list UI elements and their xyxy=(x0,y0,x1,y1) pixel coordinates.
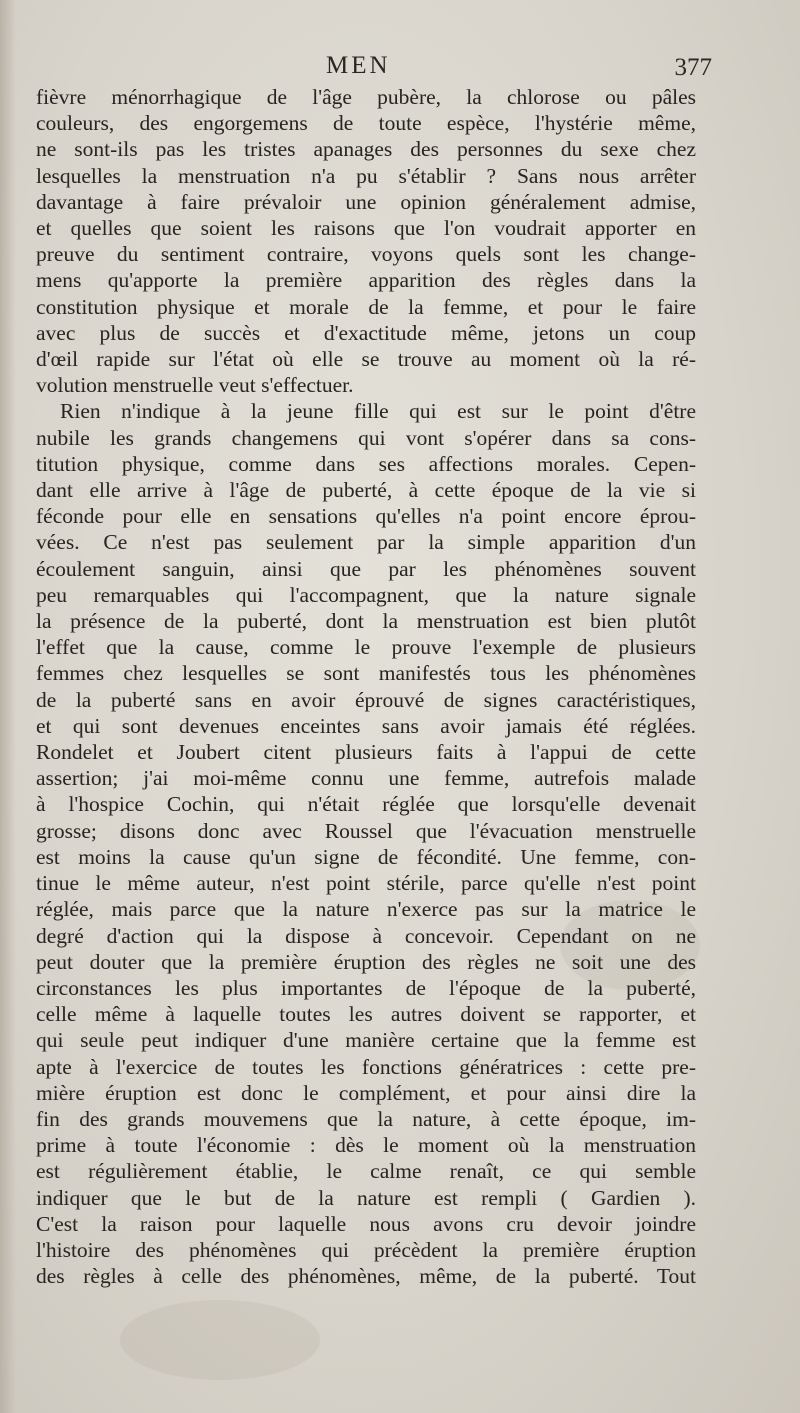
text-line: des règles à celle des phénomènes, même, de la puberté. Tout xyxy=(36,1264,696,1289)
text-line: ne sont-ils pas les tristes apanages des personnes du sexe chez xyxy=(36,137,696,162)
page-header xyxy=(36,52,712,86)
text-line: nubile les grands changemens qui vont s'opérer dans sa cons- xyxy=(36,425,696,450)
text-line: prime à toute l'économie : dès le moment où la menstruation xyxy=(36,1133,696,1158)
text-line: preuve du sentiment contraire, voyons quels sont les change- xyxy=(36,242,696,267)
text-line: assertion; j'ai moi-même connu une femme, autrefois malade xyxy=(36,766,696,791)
text-line: femmes chez lesquelles se sont manifestés tous les phénomènes xyxy=(36,661,696,686)
text-line: Rondelet et Joubert citent plusieurs faits à l'appui de cette xyxy=(36,740,696,765)
text-line: l'effet que la cause, comme le prouve l'exemple de plusieurs xyxy=(36,635,696,660)
text-line: mière éruption est donc le complément, et pour ainsi dire la xyxy=(36,1080,696,1105)
text-line: davantage à faire prévaloir une opinion généralement admise, xyxy=(36,189,696,214)
paragraph-2 xyxy=(36,398,696,1289)
text-line: et quelles que soient les raisons que l'on voudrait apporter en xyxy=(36,216,696,241)
text-line: avec plus de succès et d'exactitude même, jetons un coup xyxy=(36,320,696,345)
text-line: est régulièrement établie, le calme renaît, ce qui semble xyxy=(36,1159,696,1184)
text-line: est moins la cause qu'un signe de fécondité. Une femme, con- xyxy=(36,844,696,869)
text-line: réglée, mais parce que la nature n'exerce pas sur la matrice le xyxy=(36,897,696,922)
paper-stain xyxy=(120,1300,320,1380)
text-line: degré d'action qui la dispose à concevoir. Cependant on ne xyxy=(36,923,696,948)
text-line: et qui sont devenues enceintes sans avoir jamais été réglées. xyxy=(36,713,696,738)
text-line: C'est la raison pour laquelle nous avons cru devoir joindre xyxy=(36,1211,696,1236)
text-line: indiquer que le but de la nature est rempli ( Gardien ). xyxy=(36,1185,696,1210)
paragraph-1 xyxy=(36,84,696,398)
text-line: à l'hospice Cochin, qui n'était réglée que lorsqu'elle devenait xyxy=(36,792,696,817)
text-line: l'histoire des phénomènes qui précèdent la première éruption xyxy=(36,1237,696,1262)
text-line: grosse; disons donc avec Roussel que l'évacuation menstruelle xyxy=(36,818,696,843)
text-line: qui seule peut indiquer d'une manière certaine que la femme est xyxy=(36,1028,696,1053)
body-text xyxy=(36,84,696,1289)
text-line: couleurs, des engorgemens de toute espèce, l'hystérie même, xyxy=(36,111,696,136)
page-shadow xyxy=(0,0,16,1413)
text-line: tinue le même auteur, n'est point stérile, parce qu'elle n'est point xyxy=(36,871,696,896)
text-line: peut douter que la première éruption des règles ne soit une des xyxy=(36,949,696,974)
text-line: dant elle arrive à l'âge de puberté, à cette époque de la vie si xyxy=(36,478,696,503)
text-line: d'œil rapide sur l'état où elle se trouve au moment où la ré- xyxy=(36,347,696,372)
text-line: titution physique, comme dans ses affections morales. Cepen- xyxy=(36,451,696,476)
text-line: vées. Ce n'est pas seulement par la simple apparition d'un xyxy=(36,530,696,555)
text-line: mens qu'apporte la première apparition des règles dans la xyxy=(36,268,696,293)
text-line: constitution physique et morale de la femme, et pour le faire xyxy=(36,294,696,319)
text-line: de la puberté sans en avoir éprouvé de signes caractéristiques, xyxy=(36,687,696,712)
text-line: fièvre ménorrhagique de l'âge pubère, la chlorose ou pâles xyxy=(36,85,696,109)
text-line: peu remarquables qui l'accompagnent, que la nature signale xyxy=(36,582,696,607)
text-line: circonstances les plus importantes de l'époque de la puberté, xyxy=(36,975,696,1000)
page-number: 377 xyxy=(674,54,712,81)
text-line: apte à l'exercice de toutes les fonctions génératrices : cette pre- xyxy=(36,1054,696,1079)
text-line: féconde pour elle en sensations qu'elles n'a point encore éprou- xyxy=(36,504,696,529)
text-line: lesquelles la menstruation n'a pu s'établir ? Sans nous arrêter xyxy=(36,163,696,188)
running-head: MEN xyxy=(326,52,391,79)
text-line: écoulement sanguin, ainsi que par les phénomènes souvent xyxy=(36,556,696,581)
text-line: fin des grands mouvemens que la nature, à cette époque, im- xyxy=(36,1106,696,1131)
text-line: la présence de la puberté, dont la menstruation est bien plutôt xyxy=(36,609,696,634)
text-line: celle même à laquelle toutes les autres doivent se rapporter, et xyxy=(36,1002,696,1027)
text-line: volution menstruelle veut s'effectuer. xyxy=(36,373,354,398)
text-line: Rien n'indique à la jeune fille qui est sur le point d'être xyxy=(60,399,696,424)
